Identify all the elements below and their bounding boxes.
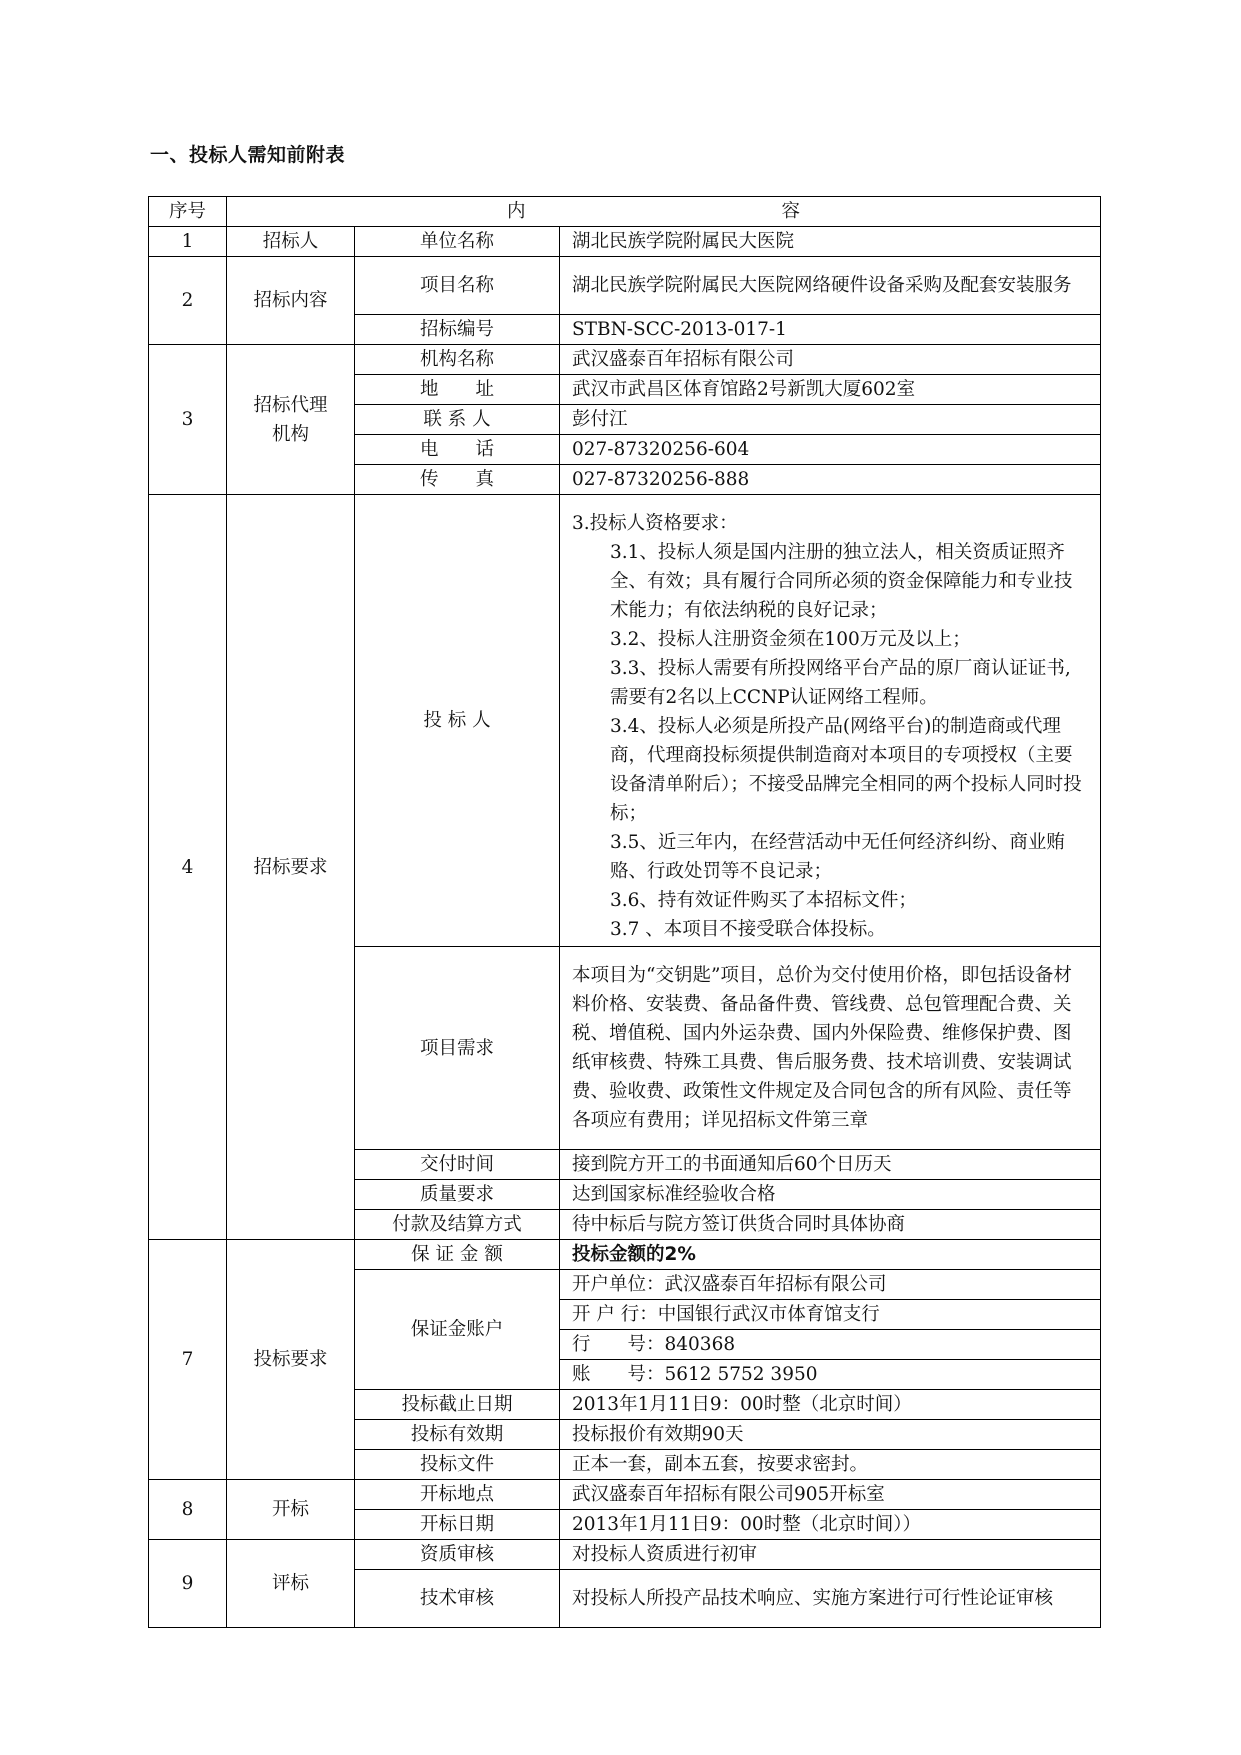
- bidder-notice-table: [148, 196, 1101, 1628]
- row-item: 联 系 人: [355, 405, 560, 435]
- row-seq: 8: [149, 1480, 227, 1540]
- row-item: 地 址: [355, 375, 560, 405]
- row-item: 项目名称: [355, 257, 560, 315]
- requirement-item: 3.4、投标人必须是所投产品(网络平台)的制造商或代理商，代理商投标须提供制造商对本项目的专项授权（主要设备清单附后）；不接受品牌完全相同的两个投标人同时投标；: [610, 716, 1082, 824]
- table-row: [149, 495, 1101, 947]
- row-item: 质量要求: [355, 1180, 560, 1210]
- row-item: 保 证 金 额: [355, 1240, 560, 1270]
- row-value: 正本一套，副本五套，按要求密封。: [560, 1450, 1101, 1480]
- row-value: 武汉市武昌区体育馆路2号新凯大厦602室: [560, 375, 1101, 405]
- row-item: 单位名称: [355, 227, 560, 257]
- row-category: 招标代理机构: [227, 345, 355, 495]
- row-category: 招标要求: [227, 495, 355, 1240]
- row-value: 接到院方开工的书面通知后60个日历天: [560, 1150, 1101, 1180]
- row-item: 保证金账户: [355, 1270, 560, 1390]
- table-row: [149, 1240, 1101, 1270]
- row-value: 武汉盛泰百年招标有限公司: [560, 345, 1101, 375]
- row-value: 2013年1月11日9：00时整（北京时间）: [560, 1390, 1101, 1420]
- row-seq: 7: [149, 1240, 227, 1480]
- row-value: 027-87320256-888: [560, 465, 1101, 495]
- row-item: 交付时间: [355, 1150, 560, 1180]
- row-value: 对投标人资质进行初审: [560, 1540, 1101, 1570]
- row-item: 项目需求: [355, 947, 560, 1150]
- row-value: 行 号：840368: [560, 1330, 1101, 1360]
- row-seq: 2: [149, 257, 227, 345]
- row-category: 招标内容: [227, 257, 355, 345]
- table-row: [149, 227, 1101, 257]
- row-value: 投标金额的2%: [560, 1240, 1101, 1270]
- requirement-item: 3.7 、本项目不接受联合体投标。: [610, 919, 886, 940]
- table-row: [149, 1480, 1101, 1510]
- table-row: [149, 1540, 1101, 1570]
- row-item: 机构名称: [355, 345, 560, 375]
- requirement-item: 3.2、投标人注册资金须在100万元及以上；: [610, 629, 971, 650]
- row-value: 湖北民族学院附属民大医院: [560, 227, 1101, 257]
- row-value: 武汉盛泰百年招标有限公司905开标室: [560, 1480, 1101, 1510]
- row-seq: 3: [149, 345, 227, 495]
- row-value: 开户单位：武汉盛泰百年招标有限公司: [560, 1270, 1101, 1300]
- row-value: 彭付江: [560, 405, 1101, 435]
- requirements-title: 3.投标人资格要求：: [572, 513, 738, 534]
- row-value: STBN-SCC-2013-017-1: [560, 315, 1101, 345]
- row-item: 资质审核: [355, 1540, 560, 1570]
- row-category: 开标: [227, 1480, 355, 1540]
- row-item: 技术审核: [355, 1570, 560, 1628]
- row-category: 投标要求: [227, 1240, 355, 1480]
- row-category: 评标: [227, 1540, 355, 1628]
- header-content: [227, 197, 1101, 227]
- row-value: 待中标后与院方签订供货合同时具体协商: [560, 1210, 1101, 1240]
- row-value: 本项目为“交钥匙”项目，总价为交付使用价格，即包括设备材料价格、安装费、备品备件费、管线费、总包管理配合费、关税、增值税、国内外运杂费、国内外保险费、维修保护费、图纸审核费、特殊工具费、售后服务费、技术培训费、安装调试费、验收费、政策性文件规定及合同包含的所有风险、责任等各项应有费用；详见招标文件第三章: [560, 947, 1101, 1150]
- table-row: [149, 257, 1101, 315]
- row-item: 投标有效期: [355, 1420, 560, 1450]
- row-value: 开 户 行：中国银行武汉市体育馆支行: [560, 1300, 1101, 1330]
- requirement-item: 3.1、投标人须是国内注册的独立法人，相关资质证照齐全、有效；具有履行合同所必须的资金保障能力和专业技术能力；有依法纳税的良好记录；: [610, 542, 1073, 621]
- row-value: 对投标人所投产品技术响应、实施方案进行可行性论证审核: [560, 1570, 1101, 1628]
- table-header-row: [149, 197, 1101, 227]
- row-category: 招标人: [227, 227, 355, 257]
- table-row: [149, 345, 1101, 375]
- header-content-right: 容: [781, 201, 801, 222]
- row-item: 招标编号: [355, 315, 560, 345]
- row-item: 电 话: [355, 435, 560, 465]
- row-value: 2013年1月11日9：00时整（北京时间））: [560, 1510, 1101, 1540]
- row-item: 投 标 人: [355, 495, 560, 947]
- row-item: 传 真: [355, 465, 560, 495]
- requirement-item: 3.5、近三年内，在经营活动中无任何经济纠纷、商业贿赂、行政处罚等不良记录；: [610, 832, 1065, 882]
- row-value: 027-87320256-604: [560, 435, 1101, 465]
- header-seq: 序号: [149, 197, 227, 227]
- row-seq: 9: [149, 1540, 227, 1628]
- requirement-item: 3.6、持有效证件购买了本招标文件；: [610, 890, 917, 911]
- page-heading: 一、投标人需知前附表: [150, 144, 346, 166]
- bidder-requirements: [560, 495, 1101, 947]
- header-content-left: 内: [507, 201, 526, 222]
- row-seq: 1: [149, 227, 227, 257]
- row-seq: 4: [149, 495, 227, 1240]
- requirement-item: 3.3、投标人需要有所投网络平台产品的原厂商认证证书,需要有2名以上CCNP认证网络工程师。: [610, 658, 1071, 708]
- row-item: 投标截止日期: [355, 1390, 560, 1420]
- row-value: 投标报价有效期90天: [560, 1420, 1101, 1450]
- row-item: 投标文件: [355, 1450, 560, 1480]
- row-item: 开标地点: [355, 1480, 560, 1510]
- row-value: 账 号：5612 5752 3950: [560, 1360, 1101, 1390]
- row-value: 湖北民族学院附属民大医院网络硬件设备采购及配套安装服务: [560, 257, 1101, 315]
- row-item: 付款及结算方式: [355, 1210, 560, 1240]
- row-value: 达到国家标准经验收合格: [560, 1180, 1101, 1210]
- row-item: 开标日期: [355, 1510, 560, 1540]
